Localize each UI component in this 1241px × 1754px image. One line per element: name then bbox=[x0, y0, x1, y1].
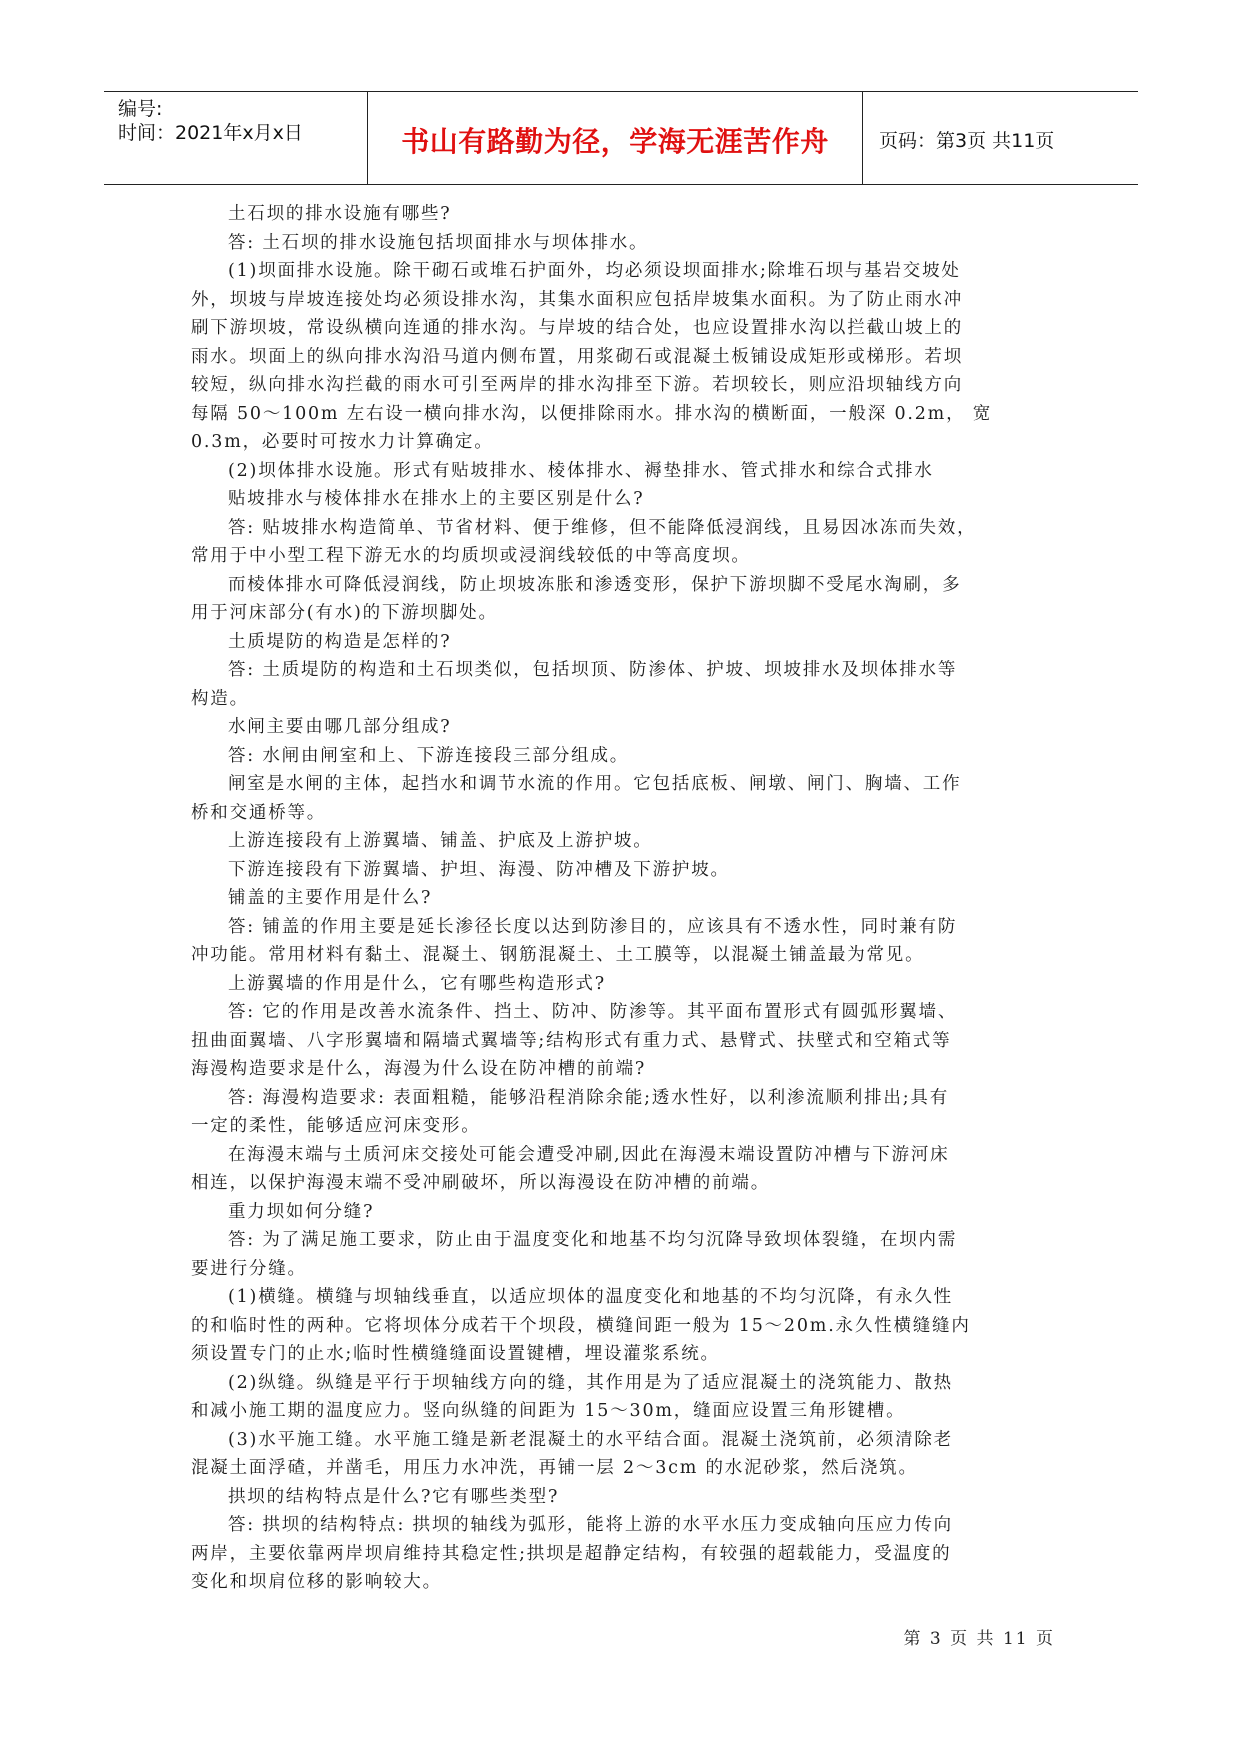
doc-time-label: 时间：2021年x月x日 bbox=[118, 122, 303, 144]
body-line: 在海漫末端与土质河床交接处可能会遭受冲刷,因此在海漫末端设置防冲槽与下游河床 bbox=[228, 1144, 950, 1165]
body-line: 上游连接段有上游翼墙、铺盖、护底及上游护坡。 bbox=[228, 831, 653, 851]
body-line: (2)坝体排水设施。形式有贴坡排水、棱体排水、褥垫排水、管式排水和综合式排水 bbox=[228, 460, 934, 481]
body-line: 雨水。坝面上的纵向排水沟沿马道内侧布置，用浆砌石或混凝土板铺设成矩形或梯形。若坝 bbox=[191, 346, 963, 367]
body-line: 刷下游坝坡，常设纵横向连通的排水沟。与岸坡的结合处，也应设置排水沟以拦截山坡上的 bbox=[191, 318, 963, 338]
body-line: 答: 贴坡排水构造简单、节省材料、便于维修，但不能降低浸润线，且易因冰冻而失效， bbox=[228, 517, 977, 538]
doc-number-label: 编号: bbox=[118, 98, 163, 120]
header-page-code: 页码：第3页 共11页 bbox=[879, 130, 1055, 152]
header-meta-cell bbox=[104, 92, 366, 184]
body-line: 每隔 50～100m 左右设一横向排水沟，以便排除雨水。排水沟的横断面，一般深 0.2m， 宽 bbox=[191, 403, 993, 424]
body-line: 用于河床部分(有水)的下游坝脚处。 bbox=[191, 603, 498, 623]
body-line: 答: 海漫构造要求: 表面粗糙，能够沿程消除余能;透水性好，以利渗流顺利排出;具有 bbox=[228, 1087, 950, 1108]
header-page-cell bbox=[863, 92, 1138, 184]
body-line: 拱坝的结构特点是什么?它有哪些类型? bbox=[228, 1486, 560, 1507]
body-line: 混凝土面浮碴，并凿毛，用压力水冲洗，再铺一层 2～3cm 的水泥砂浆，然后浇筑。 bbox=[191, 1458, 918, 1478]
body-line: 海漫构造要求是什么，海漫为什么设在防冲槽的前端? bbox=[191, 1059, 647, 1079]
document-header bbox=[104, 91, 1138, 185]
body-line: 变化和坝肩位移的影响较大。 bbox=[191, 1572, 442, 1592]
body-line: 水闸主要由哪几部分组成? bbox=[228, 717, 452, 737]
body-line: 构造。 bbox=[191, 688, 249, 709]
body-line: 铺盖的主要作用是什么? bbox=[228, 888, 433, 908]
page-footer: 第 3 页 共 11 页 bbox=[903, 1629, 1055, 1649]
body-line: 答: 土石坝的排水设施包括坝面排水与坝体排水。 bbox=[228, 232, 649, 253]
body-line: 相连，以保护海漫末端不受冲刷破坏，所以海漫设在防冲槽的前端。 bbox=[191, 1173, 770, 1193]
body-line: 的和临时性的两种。它将坝体分成若干个坝段，横缝间距一般为 15～20m.永久性横缝缝内 bbox=[191, 1315, 971, 1336]
body-line: 较短，纵向排水沟拦截的雨水可引至两岸的排水沟排至下游。若坝较长，则应沿坝轴线方向 bbox=[191, 375, 963, 395]
body-line: (1)坝面排水设施。除干砌石或堆石护面外，均必须设坝面排水;除堆石坝与基岩交坡处 bbox=[228, 261, 961, 281]
body-line: 答: 铺盖的作用主要是延长渗径长度以达到防渗目的，应该具有不透水性，同时兼有防 bbox=[228, 916, 958, 937]
body-line: 外，坝坡与岸坡连接处均必须设排水沟，其集水面积应包括岸坡集水面积。为了防止雨水冲 bbox=[191, 289, 963, 310]
header-motto-cell bbox=[367, 92, 863, 184]
body-line: 而棱体排水可降低浸润线，防止坝坡冻胀和渗透变形，保护下游坝脚不受尾水淘刷，多 bbox=[228, 574, 962, 595]
header-motto: 书山有路勤为径，学海无涯苦作舟 bbox=[401, 125, 829, 158]
body-line: 和减小施工期的温度应力。竖向纵缝的间距为 15～30m，缝面应设置三角形键槽。 bbox=[191, 1401, 906, 1421]
body-line: 上游翼墙的作用是什么，它有哪些构造形式? bbox=[228, 973, 606, 994]
body-line: (1)横缝。横缝与坝轴线垂直，以适应坝体的温度变化和地基的不均匀沉降，有永久性 bbox=[228, 1287, 953, 1307]
body-line: 答: 拱坝的结构特点: 拱坝的轴线为弧形，能将上游的水平水压力变成轴向压应力传向 bbox=[228, 1515, 953, 1535]
body-line: 土质堤防的构造是怎样的? bbox=[228, 631, 452, 652]
body-line: 答: 土质堤防的构造和土石坝类似，包括坝顶、防渗体、护坡、坝坡排水及坝体排水等 bbox=[228, 660, 958, 680]
body-line: 下游连接段有下游翼墙、护坦、海漫、防冲槽及下游护坡。 bbox=[228, 859, 730, 880]
body-line: 重力坝如何分缝? bbox=[228, 1201, 375, 1222]
body-line: (2)纵缝。纵缝是平行于坝轴线方向的缝，其作用是为了适应混凝土的浇筑能力、散热 bbox=[228, 1372, 953, 1393]
body-line: (3)水平施工缝。水平施工缝是新老混凝土的水平结合面。混凝土浇筑前，必须清除老 bbox=[228, 1429, 953, 1450]
body-line: 0.3m，必要时可按水力计算确定。 bbox=[191, 432, 494, 452]
body-line: 要进行分缝。 bbox=[191, 1258, 307, 1279]
body-line: 两岸，主要依靠两岸坝肩维持其稳定性;拱坝是超静定结构，有较强的超载能力，受温度的 bbox=[191, 1543, 952, 1564]
body-line: 闸室是水闸的主体，起挡水和调节水流的作用。它包括底板、闸墩、闸门、胸墙、工作 bbox=[228, 774, 962, 794]
body-line: 土石坝的排水设施有哪些? bbox=[228, 204, 452, 224]
body-line: 答: 它的作用是改善水流条件、挡土、防冲、防渗等。其平面布置形式有圆弧形翼墙、 bbox=[228, 1002, 958, 1022]
body-line: 答: 水闸由闸室和上、下游连接段三部分组成。 bbox=[228, 745, 630, 766]
body-line: 常用于中小型工程下游无水的均质坝或浸润线较低的中等高度坝。 bbox=[191, 546, 751, 566]
document-body bbox=[191, 200, 1057, 1597]
body-line: 须设置专门的止水;临时性横缝缝面设置键槽，埋设灌浆系统。 bbox=[191, 1344, 720, 1364]
body-line: 贴坡排水与棱体排水在排水上的主要区别是什么? bbox=[228, 489, 645, 509]
body-line: 答: 为了满足施工要求，防止由于温度变化和地基不均匀沉降导致坝体裂缝，在坝内需 bbox=[228, 1230, 958, 1250]
body-line: 扭曲面翼墙、八字形翼墙和隔墙式翼墙等;结构形式有重力式、悬臂式、扶壁式和空箱式等 bbox=[191, 1030, 952, 1051]
body-line: 冲功能。常用材料有黏土、混凝土、钢筋混凝土、土工膜等，以混凝土铺盖最为常见。 bbox=[191, 945, 925, 965]
body-line: 一定的柔性，能够适应河床变形。 bbox=[191, 1116, 481, 1136]
body-line: 桥和交通桥等。 bbox=[191, 802, 327, 823]
